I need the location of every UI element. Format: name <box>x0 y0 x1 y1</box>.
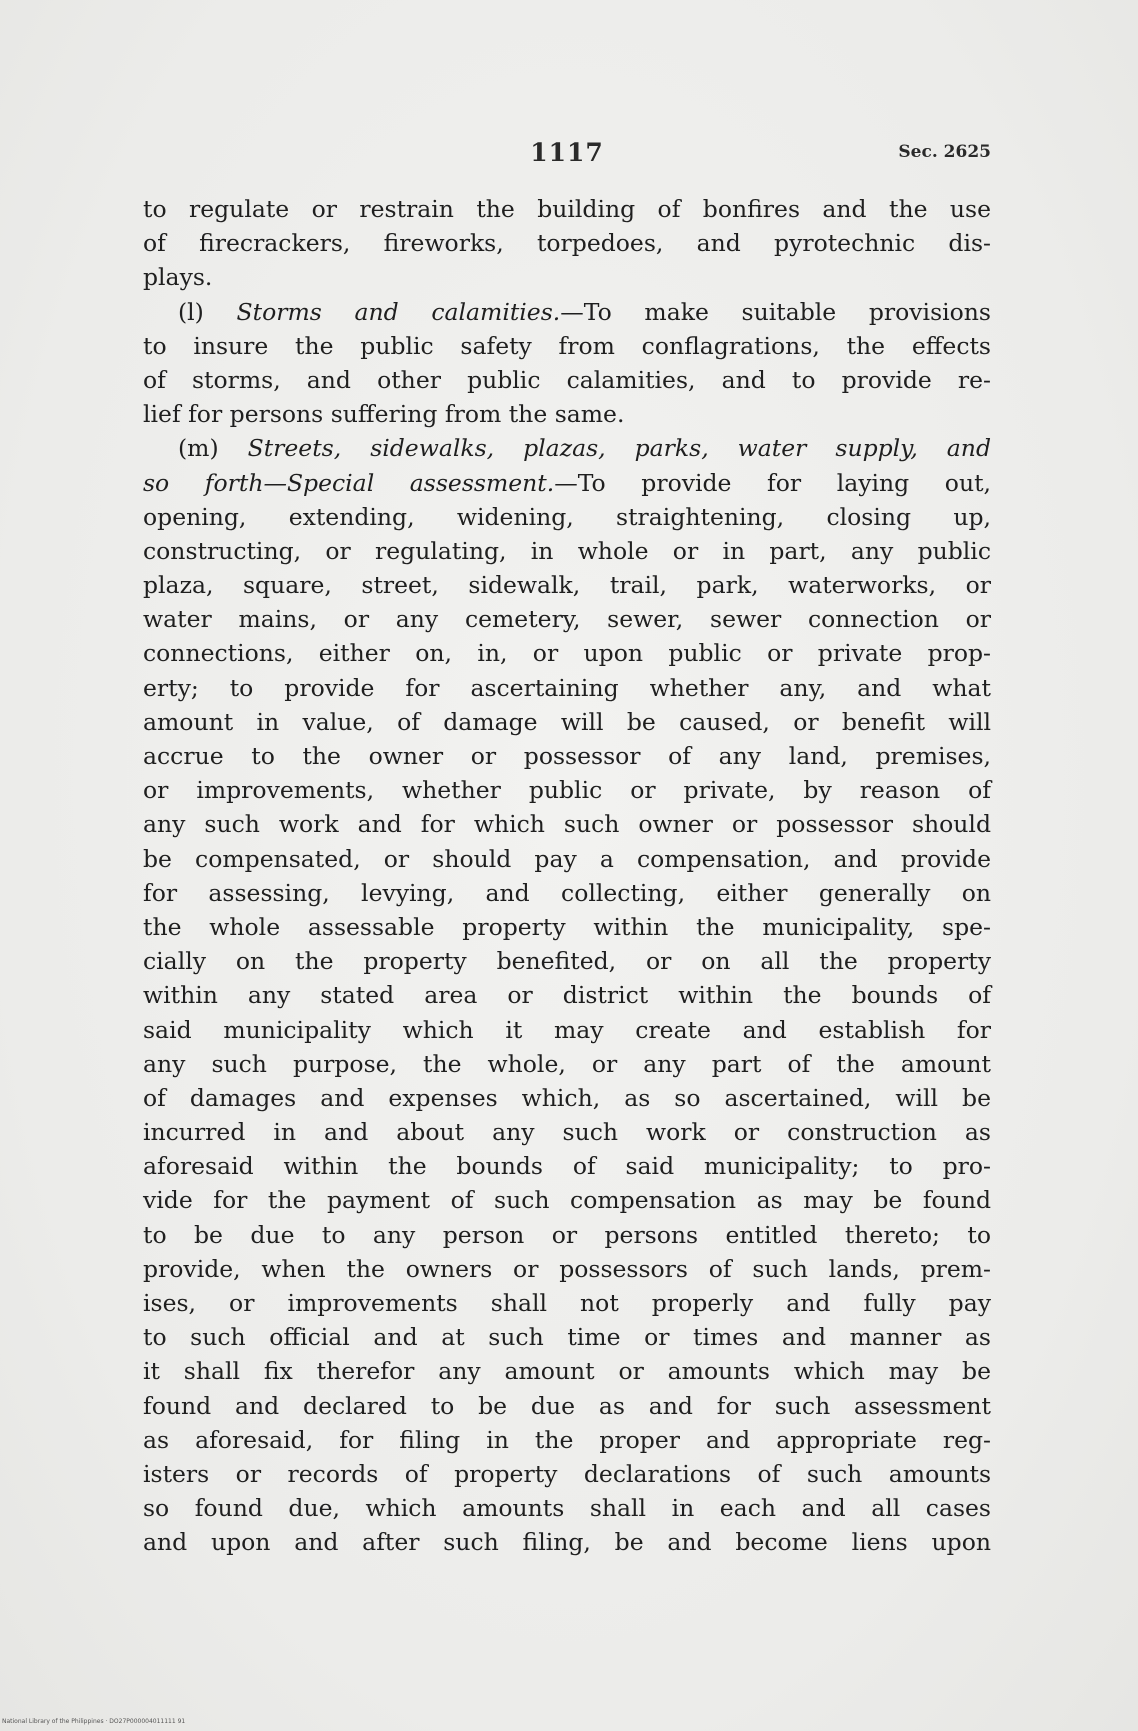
text-line <box>143 1081 991 1115</box>
line-text: within any stated area or district within the bounds of <box>143 981 991 1010</box>
text-line <box>143 739 991 773</box>
paragraph-heading: so forth—Special assessment. <box>143 468 555 497</box>
text-line <box>143 1525 991 1559</box>
text-line <box>143 944 991 978</box>
line-text: said municipality which it may create and establish for <box>143 1015 991 1044</box>
text-line <box>143 295 991 329</box>
line-text: aforesaid within the bounds of said municipality; to pro- <box>143 1152 991 1181</box>
text-line <box>143 500 991 534</box>
line-text: —To make suitable provisions <box>560 297 991 326</box>
text-line <box>143 1354 991 1388</box>
text-line <box>143 397 991 431</box>
text-line <box>143 1457 991 1491</box>
paragraph-heading: Streets, sidewalks, plazas, parks, water supply, and <box>247 434 991 463</box>
line-text: vide for the payment of such compensation as may be found <box>143 1186 991 1215</box>
text-line <box>143 705 991 739</box>
text-line <box>143 1149 991 1183</box>
line-text: water mains, or any cemetery, sewer, sewer connection or <box>143 605 991 634</box>
line-text: of storms, and other public calamities, and to provide re- <box>143 365 991 394</box>
text-line <box>143 260 991 294</box>
line-text: erty; to provide for ascertaining whether any, and what <box>143 673 991 702</box>
text-line <box>143 568 991 602</box>
text-line <box>143 1115 991 1149</box>
text-line <box>143 1286 991 1320</box>
line-text: to such official and at such time or times and manner as <box>143 1323 991 1352</box>
line-text: isters or records of property declarations of such amounts <box>143 1459 991 1488</box>
line-text: be compensated, or should pay a compensation, and provide <box>143 844 991 873</box>
section-reference: Sec. 2625 <box>898 142 991 162</box>
line-text: lief for persons suffering from the same. <box>143 400 625 429</box>
line-text: to regulate or restrain the building of bonfires and the use <box>143 195 991 223</box>
text-line <box>143 876 991 910</box>
text-line <box>143 431 991 465</box>
line-text: accrue to the owner or possessor of any land, premises, <box>143 742 991 770</box>
line-text: of firecrackers, fireworks, torpedoes, and pyrotechnic dis- <box>143 229 991 258</box>
paragraph-label: (l) <box>178 297 237 326</box>
line-text: it shall fix therefor any amount or amounts which may be <box>143 1357 991 1386</box>
line-text: plaza, square, street, sidewalk, trail, park, waterworks, or <box>143 571 991 600</box>
text-line <box>143 1389 991 1423</box>
text-line <box>143 329 991 363</box>
line-text: as aforesaid, for filing in the proper and appropriate reg- <box>143 1425 991 1454</box>
text-line <box>143 226 991 260</box>
line-text: to be due to any person or persons entitled thereto; to <box>143 1220 991 1249</box>
line-text: found and declared to be due as and for such assessment <box>143 1391 991 1420</box>
line-text: cially on the property benefited, or on all the property <box>143 947 991 976</box>
line-text: the whole assessable property within the municipality, spe- <box>143 912 991 941</box>
line-text: for assessing, levying, and collecting, either generally on <box>143 878 991 907</box>
text-line <box>143 1183 991 1217</box>
body-text <box>143 192 991 1560</box>
line-text: to insure the public safety from conflagrations, the effects <box>143 331 991 360</box>
line-text: any such purpose, the whole, or any part of the amount <box>143 1049 991 1078</box>
text-line <box>143 534 991 568</box>
text-line <box>143 978 991 1012</box>
line-text: constructing, or regulating, in whole or in part, any public <box>143 536 991 565</box>
text-line <box>143 1320 991 1354</box>
page-number: 1117 <box>530 138 604 167</box>
line-text: and upon and after such filing, be and become liens upon <box>143 1528 991 1557</box>
text-line <box>143 192 991 226</box>
text-line <box>143 1491 991 1525</box>
line-text: ises, or improvements shall not properly and fully pay <box>143 1289 991 1317</box>
text-line <box>143 1252 991 1286</box>
text-line <box>143 1047 991 1081</box>
text-line <box>143 602 991 636</box>
text-line <box>143 773 991 807</box>
page-header <box>143 138 991 174</box>
line-text: so found due, which amounts shall in each and all cases <box>143 1494 991 1523</box>
line-text: or improvements, whether public or private, by reason of <box>143 776 991 805</box>
text-line <box>143 807 991 841</box>
paragraph-heading: Storms and calamities. <box>236 297 561 326</box>
text-line <box>143 842 991 876</box>
footer-watermark: National Library of the Philippines · DO27P000004011111 91 <box>2 1718 186 1725</box>
text-line <box>143 466 991 500</box>
text-line <box>143 671 991 705</box>
line-text: opening, extending, widening, straightening, closing up, <box>143 502 991 531</box>
line-text: —To provide for laying out, <box>554 468 991 497</box>
line-text: amount in value, of damage will be caused, or benefit will <box>143 707 991 736</box>
text-line <box>143 363 991 397</box>
text-line <box>143 1423 991 1457</box>
paragraph-label: (m) <box>178 434 248 463</box>
line-text: incurred in and about any such work or construction as <box>143 1118 991 1147</box>
line-text: plays. <box>143 263 213 292</box>
line-text: any such work and for which such owner or possessor should <box>143 810 991 839</box>
text-line <box>143 1218 991 1252</box>
line-text: of damages and expenses which, as so ascertained, will be <box>143 1083 991 1112</box>
line-text: provide, when the owners or possessors of such lands, prem- <box>143 1254 991 1283</box>
line-text: connections, either on, in, or upon public or private prop- <box>143 639 991 668</box>
text-line <box>143 636 991 670</box>
text-line <box>143 910 991 944</box>
text-line <box>143 1013 991 1047</box>
